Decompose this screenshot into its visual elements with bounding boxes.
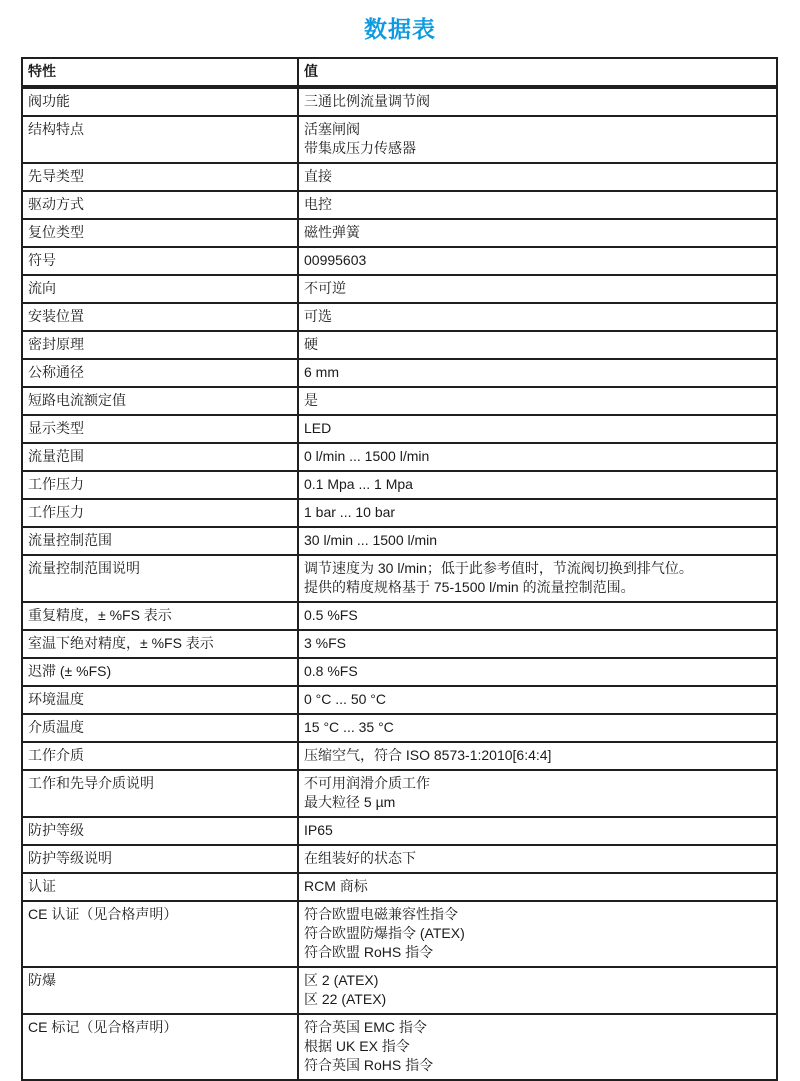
feature-cell: 阀功能 [22,87,298,116]
table-row [22,1014,777,1080]
table-row [22,602,777,630]
value-line: IP65 [304,822,333,838]
value-line: 是 [304,392,318,408]
value-line: 调节速度为 30 l/min；低于此参考值时，节流阀切换到排气位。 [304,560,693,576]
value-line: 三通比例流量调节阀 [304,93,430,109]
value-line: 根据 UK EX 指令 [304,1038,410,1054]
page-title: 数据表 [364,16,436,42]
feature-cell: 短路电流额定值 [22,387,298,415]
table-row [22,817,777,845]
feature-cell: 重复精度，± %FS 表示 [22,602,298,630]
feature-cell: 符号 [22,247,298,275]
table-row [22,901,777,967]
value-cell [298,219,777,247]
value-line: 电控 [304,196,332,212]
feature-cell: 室温下绝对精度，± %FS 表示 [22,630,298,658]
feature-cell: 工作压力 [22,499,298,527]
value-cell [298,191,777,219]
table-row [22,163,777,191]
value-line: 提供的精度规格基于 75-1500 l/min 的流量控制范围。 [304,579,635,595]
value-line: 磁性弹簧 [304,224,360,240]
value-line: 00995603 [304,252,367,268]
table-row [22,873,777,901]
value-line: 可选 [304,308,332,324]
value-cell [298,630,777,658]
feature-cell: 显示类型 [22,415,298,443]
value-line: 不可逆 [304,280,346,296]
value-line: 不可用润滑介质工作 [304,775,430,791]
value-cell [298,87,777,116]
value-cell [298,817,777,845]
value-line: 压缩空气，符合 ISO 8573-1:2010[6:4:4] [304,747,552,763]
value-cell [298,443,777,471]
table-row [22,686,777,714]
feature-cell: 迟滞 (± %FS) [22,658,298,686]
table-row [22,191,777,219]
feature-cell: 介质温度 [22,714,298,742]
value-cell [298,359,777,387]
value-line: 在组装好的状态下 [304,850,416,866]
value-cell [298,873,777,901]
value-cell [298,555,777,602]
value-line: 0.5 %FS [304,607,358,623]
value-line: 符合英国 EMC 指令 [304,1019,427,1035]
value-line: 15 °C ... 35 °C [304,719,394,735]
feature-cell: 工作和先导介质说明 [22,770,298,817]
feature-cell: 公称通径 [22,359,298,387]
table-row [22,770,777,817]
table-row [22,658,777,686]
table-row [22,967,777,1014]
table-row [22,471,777,499]
value-cell [298,686,777,714]
feature-column-header: 特性 [22,58,298,87]
value-line: 3 %FS [304,635,347,651]
feature-cell: 流向 [22,275,298,303]
spec-table [21,57,778,1081]
table-row [22,247,777,275]
value-cell [298,527,777,555]
value-line: 直接 [304,168,332,184]
table-row [22,116,777,163]
value-line: 0.8 %FS [304,663,358,679]
table-row [22,275,777,303]
table-row [22,555,777,602]
value-line: 硬 [304,336,318,352]
feature-cell: 流量范围 [22,443,298,471]
table-row [22,387,777,415]
value-line: 区 2 (ATEX) [304,972,379,988]
value-cell [298,845,777,873]
value-cell [298,602,777,630]
value-line: 带集成压力传感器 [304,140,416,156]
feature-cell: 工作压力 [22,471,298,499]
table-row [22,415,777,443]
value-line: RCM 商标 [304,878,368,894]
feature-cell: 防护等级 [22,817,298,845]
table-row [22,527,777,555]
value-cell [298,163,777,191]
value-cell [298,303,777,331]
value-cell [298,247,777,275]
feature-cell: 先导类型 [22,163,298,191]
value-line: 1 bar ... 10 bar [304,504,396,520]
feature-cell: 防爆 [22,967,298,1014]
value-cell [298,742,777,770]
value-line: 0 °C ... 50 °C [304,691,387,707]
header-row [22,58,777,87]
feature-cell: 认证 [22,873,298,901]
value-cell [298,901,777,967]
value-line: 符合欧盟电磁兼容性指令 [304,906,458,922]
value-cell [298,658,777,686]
datasheet-page [0,11,800,1071]
feature-cell: CE 标记（见合格声明） [22,1014,298,1080]
value-line: 符合欧盟 RoHS 指令 [304,944,434,960]
spec-table-body [22,87,777,1080]
value-cell [298,1014,777,1080]
value-cell [298,967,777,1014]
value-cell [298,387,777,415]
table-row [22,630,777,658]
feature-cell: 复位类型 [22,219,298,247]
value-line: 30 l/min ... 1500 l/min [304,532,438,548]
spec-table-header [22,58,777,87]
feature-cell: 密封原理 [22,331,298,359]
value-cell [298,116,777,163]
feature-cell: CE 认证（见合格声明） [22,901,298,967]
value-line: 活塞闸阀 [304,121,360,137]
value-cell [298,770,777,817]
feature-cell: 工作介质 [22,742,298,770]
value-cell [298,714,777,742]
table-row [22,742,777,770]
table-row [22,443,777,471]
value-line: 6 mm [304,364,339,380]
table-row [22,499,777,527]
value-cell [298,471,777,499]
table-row [22,87,777,116]
value-cell [298,331,777,359]
table-row [22,331,777,359]
table-row [22,219,777,247]
feature-cell: 驱动方式 [22,191,298,219]
value-column-header: 值 [298,58,777,87]
value-line: 符合英国 RoHS 指令 [304,1057,434,1073]
value-line: 最大粒径 5 µm [304,794,396,810]
value-line: 符合欧盟防爆指令 (ATEX) [304,925,465,941]
feature-cell: 环境温度 [22,686,298,714]
feature-cell: 结构特点 [22,116,298,163]
feature-cell: 安装位置 [22,303,298,331]
value-line: 0 l/min ... 1500 l/min [304,448,430,464]
value-line: 0.1 Mpa ... 1 Mpa [304,476,413,492]
table-row [22,303,777,331]
value-cell [298,275,777,303]
table-row [22,359,777,387]
value-cell [298,415,777,443]
feature-cell: 流量控制范围 [22,527,298,555]
value-line: 区 22 (ATEX) [304,991,387,1007]
table-row [22,714,777,742]
feature-cell: 流量控制范围说明 [22,555,298,602]
value-line: LED [304,420,332,436]
feature-cell: 防护等级说明 [22,845,298,873]
table-row [22,845,777,873]
value-cell [298,499,777,527]
